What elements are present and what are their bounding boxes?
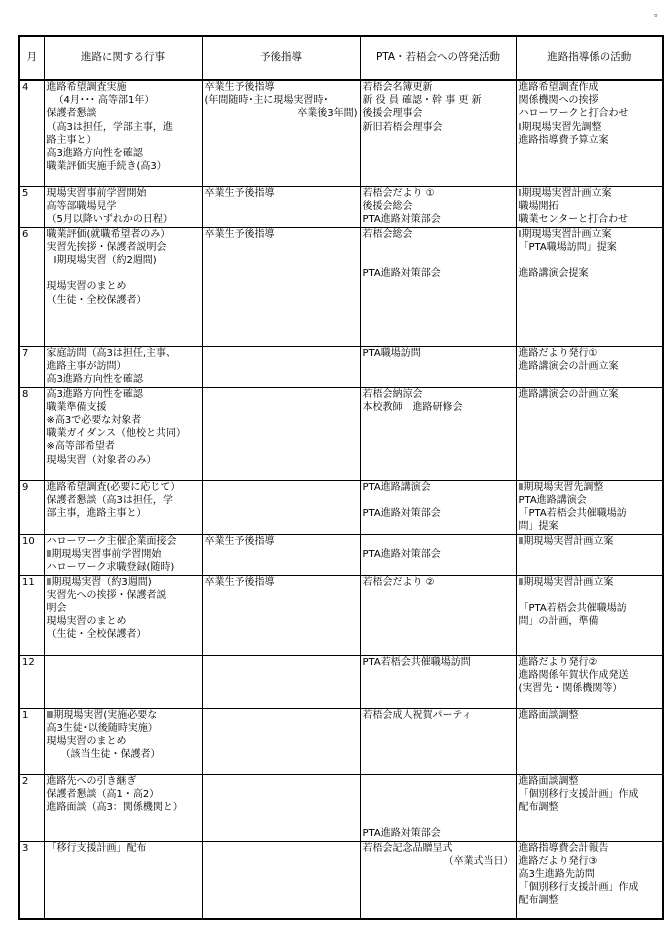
events-line: （5月以降いずれかの日程） [46, 213, 173, 225]
blank-line [47, 267, 200, 280]
staff-cell [516, 655, 663, 708]
month-cell: 10 [19, 534, 44, 575]
header-pta: PTA・若梧会への啓発活動 [360, 36, 516, 80]
month-cell: 3 [19, 841, 44, 919]
header-row [19, 36, 663, 80]
guidance-line: 卒業生予後指導 [204, 187, 275, 199]
month-cell: 5 [19, 186, 44, 227]
blank-line [363, 775, 514, 788]
events-cell [44, 227, 202, 346]
guidance-line: 卒業後3年間) [297, 108, 358, 120]
header-staff: 進路指導係の活動 [516, 36, 663, 80]
pta-line: PTA進路対策部会 [362, 213, 441, 225]
staff-cell [516, 80, 663, 186]
staff-line: Ⅱ期現場実習先調整 [518, 481, 604, 493]
events-line: 進路希望調査実施 [46, 82, 127, 93]
pta-cell [360, 346, 516, 387]
events-line: ※高3で必要な対象者 [46, 414, 142, 426]
month-cell: 4 [19, 80, 44, 186]
corner-mark: 。 [654, 8, 664, 19]
staff-line: 進路指導費予算立案 [518, 134, 609, 146]
events-line: 保護者懇談 [46, 108, 97, 120]
events-cell [44, 80, 202, 186]
events-line: Ⅰ期現場実習（約2週間) [53, 254, 157, 266]
staff-cell [516, 575, 663, 655]
events-cell [44, 841, 202, 919]
staff-line: 進路面談調整 [518, 709, 579, 721]
events-line: 職業準備支援 [46, 401, 107, 413]
pta-line: 若梧会だより ① [362, 187, 435, 199]
pta-line: 若梧会名簿更新 [362, 82, 433, 93]
table-row [19, 186, 663, 227]
staff-cell [516, 534, 663, 575]
pta-cell [360, 227, 516, 346]
guidance-cell [202, 346, 360, 387]
pta-cell [360, 186, 516, 227]
pta-line: 新旧若梧会理事会 [362, 121, 443, 133]
guidance-cell [202, 708, 360, 774]
staff-cell [516, 227, 663, 346]
pta-line: 若梧会総会 [362, 228, 413, 240]
staff-cell [516, 186, 663, 227]
staff-line: 進路希望調査作成 [518, 82, 599, 93]
table-row [19, 708, 663, 774]
month-cell: 2 [19, 774, 44, 841]
events-line: 職業評価実施手続き(高3） [46, 161, 167, 173]
guidance-line: 卒業生予後指導 [204, 576, 275, 588]
events-line: 進路面談（高3：関係機関と） [46, 801, 183, 813]
staff-line: Ⅱ期現場実習計画立案 [518, 576, 614, 588]
pta-cell [360, 841, 516, 919]
header-events: 進路に関する行事 [44, 36, 202, 80]
events-line: 高3進路方向性を確認 [46, 148, 143, 160]
guidance-cell [202, 774, 360, 841]
guidance-cell [202, 186, 360, 227]
events-line: 実習先挨拶・保護者説明会 [46, 241, 167, 253]
staff-line: 進路講演会提案 [518, 268, 589, 280]
events-line: Ⅱ期現場実習（約3週間) [46, 576, 152, 588]
guidance-cell [202, 655, 360, 708]
table-row [19, 480, 663, 534]
events-cell [44, 708, 202, 774]
career-guidance-schedule-table [18, 35, 664, 920]
events-line: ハローワーク求職登録(随時) [46, 561, 175, 573]
header-month: 月 [19, 36, 44, 80]
staff-line: Ⅰ期現場実習計画立案 [518, 228, 612, 240]
pta-cell [360, 655, 516, 708]
events-line: 家庭訪問（高3は担任,主事、 [46, 347, 177, 359]
staff-line: 進路指導費会計報告 [518, 842, 609, 854]
events-line: 現場実習事前学習開始 [46, 187, 147, 199]
staff-cell [516, 774, 663, 841]
pta-line: PTA進路対策部会 [362, 548, 441, 560]
events-line: 現場実習のまとめ [46, 735, 127, 747]
staff-line: 職業センターと打合わせ [518, 213, 629, 225]
guidance-line: 卒業生予後指導 [204, 228, 275, 240]
table-row [19, 346, 663, 387]
pta-line: 若梧会だより ② [362, 576, 435, 588]
staff-line: 高3生進路先訪問 [518, 868, 595, 880]
staff-line: 配布調整 [518, 801, 559, 813]
events-line: ハローワーク主催企業面接会 [46, 535, 177, 547]
events-line: Ⅱ期現場実習事前学習開始 [46, 548, 162, 560]
blank-line [519, 589, 661, 602]
staff-cell [516, 387, 663, 480]
events-line: （生徒・全校保護者） [46, 629, 147, 641]
events-cell [44, 534, 202, 575]
events-cell [44, 346, 202, 387]
staff-line: 進路面談調整 [518, 775, 579, 787]
pta-line: 若梧会成人祝賀パーティ [362, 709, 472, 721]
pta-line: PTA若梧会共催職場訪問 [362, 656, 471, 668]
pta-line: 新 役 員 確認・幹 事 更 新 [362, 95, 482, 107]
staff-line: Ⅰ期現場実習先調整 [518, 121, 602, 133]
events-line: （4月･･･ 高等部1年） [53, 95, 155, 107]
guidance-cell [202, 841, 360, 919]
month-cell: 8 [19, 387, 44, 480]
staff-line: 進路講演会の計画立案 [518, 360, 619, 372]
month-cell: 9 [19, 480, 44, 534]
staff-line: 「PTA若梧会共催職場訪 [518, 602, 627, 614]
events-line: Ⅲ期現場実習(実施必要な [46, 709, 158, 721]
events-line: 現場実習のまとめ [46, 281, 127, 293]
events-line: 現場実習（対象者のみ） [46, 454, 157, 466]
blank-line [363, 788, 514, 801]
staff-line: 進路関係年賀状作成発送 [518, 669, 629, 681]
pta-line: 若梧会記念品贈呈式 [362, 842, 453, 854]
events-line: 保護者懇談（高3は担任，学 [46, 494, 173, 506]
events-line: 進路主事が訪問） [46, 360, 127, 372]
staff-line: Ⅱ期現場実習計画立案 [518, 535, 614, 547]
blank-line [363, 814, 514, 827]
staff-cell [516, 708, 663, 774]
events-line: 高3進路方向性を確認 [46, 373, 143, 385]
events-line: 部主事，進路主事と） [46, 507, 147, 519]
guidance-line: 卒業生予後指導 [204, 535, 275, 547]
events-line: 高等部職場見学 [46, 200, 117, 212]
staff-line: ハローワークと打合わせ [518, 108, 629, 120]
events-line: 現場実習のまとめ [46, 616, 127, 628]
staff-line: 配布調整 [518, 895, 559, 907]
staff-line: (実習先・関係機関等） [518, 682, 623, 694]
pta-line: 後援会総会 [362, 200, 413, 212]
events-cell [44, 655, 202, 708]
guidance-cell [202, 534, 360, 575]
events-line: 高3生徒･以後随時実施） [46, 722, 158, 734]
staff-line: 関係機関への挨拶 [518, 95, 599, 107]
events-cell [44, 575, 202, 655]
staff-line: 問」提案 [518, 521, 559, 533]
events-cell [44, 480, 202, 534]
table-row [19, 227, 663, 346]
table-row [19, 774, 663, 841]
staff-line: Ⅰ期現場実習計画立案 [518, 187, 612, 199]
pta-line: PTA進路対策部会 [362, 507, 441, 519]
events-line: 路主事と） [46, 134, 97, 146]
staff-line: 「PTA若梧会共催職場訪 [518, 507, 627, 519]
staff-line: 「PTA職場訪問」提案 [518, 241, 617, 253]
pta-cell [360, 774, 516, 841]
pta-cell [360, 80, 516, 186]
pta-line: PTA進路講演会 [362, 481, 431, 493]
blank-line [363, 801, 514, 814]
guidance-cell [202, 387, 360, 480]
events-line: 実習先への挨拶・保護者説 [46, 589, 167, 601]
pta-cell [360, 534, 516, 575]
staff-cell [516, 480, 663, 534]
table-row [19, 575, 663, 655]
guidance-line: 卒業生予後指導 [204, 82, 275, 93]
staff-line: PTA進路講演会 [518, 494, 587, 506]
pta-line: PTA職場訪問 [362, 347, 421, 359]
pta-line: 後援会理事会 [362, 108, 423, 120]
events-line: 高3進路方向性を確認 [46, 388, 143, 400]
staff-line: 進路だより発行③ [518, 855, 598, 867]
staff-line: 「個別移行支援計画」作成 [518, 882, 639, 894]
guidance-cell [202, 575, 360, 655]
staff-line: 進路だより発行① [518, 347, 598, 359]
staff-line: 職場開拓 [518, 200, 559, 212]
blank-line [363, 254, 514, 267]
table-row [19, 387, 663, 480]
month-cell: 6 [19, 227, 44, 346]
staff-line: 進路だより発行② [518, 656, 598, 668]
pta-cell [360, 387, 516, 480]
events-line: （該当生徒・保護者） [60, 749, 161, 761]
events-line: 進路希望調査(必要に応じて） [46, 481, 181, 493]
pta-line: PTA進路対策部会 [362, 828, 441, 840]
events-cell [44, 186, 202, 227]
events-line: 進路先への引き継ぎ [46, 775, 137, 787]
pta-cell [360, 708, 516, 774]
guidance-cell [202, 480, 360, 534]
staff-cell [516, 841, 663, 919]
month-cell: 11 [19, 575, 44, 655]
events-line: 保護者懇談（高1・高2） [46, 788, 160, 800]
events-cell [44, 774, 202, 841]
blank-line [363, 494, 514, 507]
pta-line: 本校教師 進路研修会 [362, 401, 463, 413]
blank-line [519, 254, 661, 267]
events-cell [44, 387, 202, 480]
month-cell: 1 [19, 708, 44, 774]
guidance-cell [202, 227, 360, 346]
events-line: 職業評価(就職希望者のみ） [46, 228, 171, 240]
pta-cell [360, 480, 516, 534]
guidance-line: (年間随時･主に現場実習時･ [204, 95, 329, 107]
events-line: ※高等部希望者 [46, 441, 115, 453]
events-line: 「移行支援計画」配布 [46, 842, 147, 854]
staff-line: 問」の計画，準備 [518, 616, 599, 628]
table-row [19, 80, 663, 186]
pta-cell [360, 575, 516, 655]
guidance-cell [202, 80, 360, 186]
staff-cell [516, 346, 663, 387]
events-line: 明会 [46, 602, 67, 614]
events-line: （生徒・全校保護者） [46, 294, 147, 306]
month-cell: 7 [19, 346, 44, 387]
table-row [19, 534, 663, 575]
pta-line: 若梧会納涼会 [362, 388, 423, 400]
header-guidance: 予後指導 [202, 36, 360, 80]
blank-line [363, 241, 514, 254]
staff-line: 進路講演会の計画立案 [518, 388, 619, 400]
pta-line: PTA進路対策部会 [362, 268, 441, 280]
pta-line: （卒業式当日） [443, 855, 514, 867]
table-row [19, 841, 663, 919]
month-cell: 12 [19, 655, 44, 708]
blank-line [363, 535, 514, 548]
staff-line: 「個別移行支援計画」作成 [518, 788, 639, 800]
events-line: 職業ガイダンス（他校と共同） [46, 428, 186, 440]
table-row [19, 655, 663, 708]
events-line: （高3は担任，学部主事，進 [46, 121, 173, 133]
